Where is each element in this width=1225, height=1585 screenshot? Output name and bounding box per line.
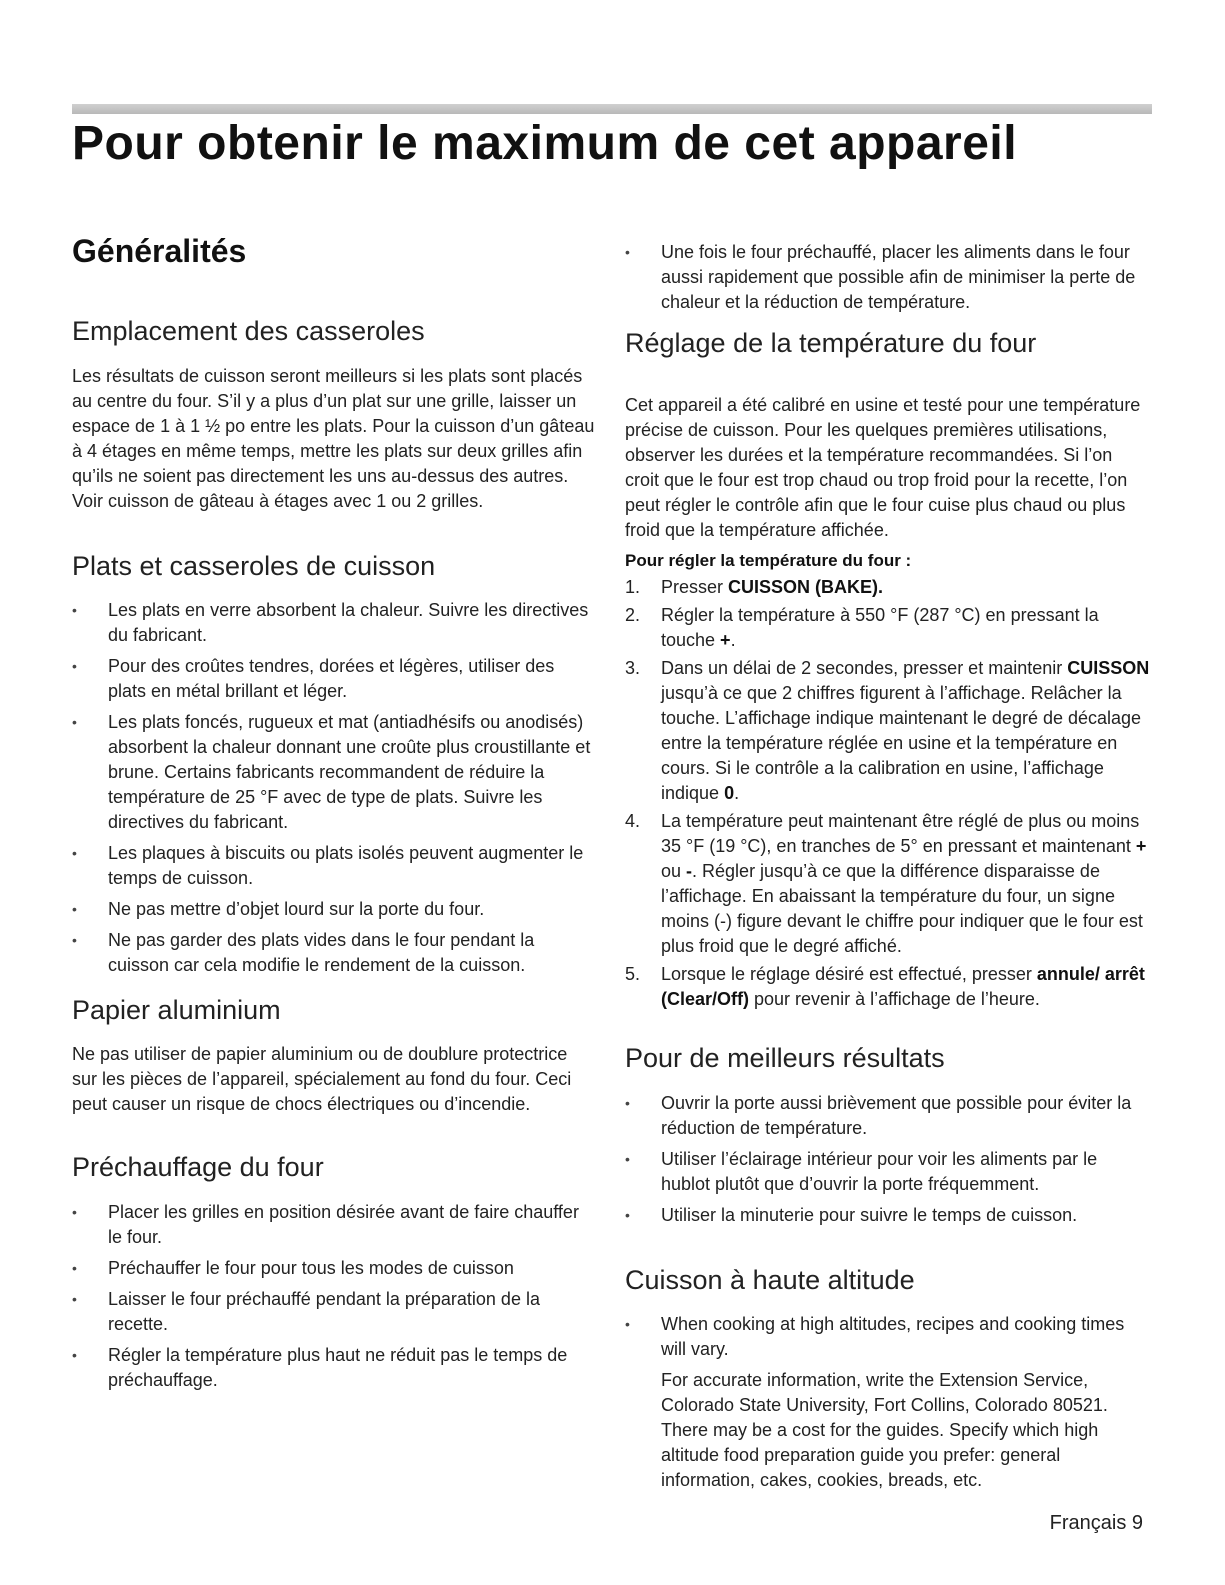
step-item <box>625 575 1150 600</box>
list-item: • Les plaques à biscuits ou plats isolés peuvent augmenter le temps de cuisson. <box>72 841 597 891</box>
subheading-plats: Plats et casseroles de cuisson <box>72 550 436 581</box>
plus-key-label: + <box>720 630 731 651</box>
list-item: • Régler la température plus haut ne réduit pas le temps de préchauffage. <box>72 1343 597 1393</box>
subheading-prechauffage: Préchauffage du four <box>72 1152 324 1183</box>
step-text: Régler la température à 550 °F (287 °C) en pressant la touche <box>661 605 1099 651</box>
list-altitude <box>625 1312 1150 1362</box>
list-meilleurs <box>625 1091 1150 1228</box>
list-item: • Une fois le four préchauffé, placer les aliments dans le four aussi rapidement que possible afin de minimiser la perte de chaleur et la réduction de température. <box>625 240 1150 315</box>
step-item <box>625 962 1150 1012</box>
subheading-meilleurs: Pour de meilleurs résultats <box>625 1043 945 1074</box>
steps-list <box>625 575 1150 1012</box>
step-number: 5. <box>625 964 641 985</box>
subheading-emplacement: Emplacement des casseroles <box>72 316 425 347</box>
list-item: • Les plats en verre absorbent la chaleur. Suivre les directives du fabricant. <box>72 598 597 648</box>
section-title-generalites: Généralités <box>72 233 247 269</box>
step-text: La température peut maintenant être réglé de plus ou moins 35 °F (19 °C), en tranches de 5° en pressant et maintenant <box>661 811 1140 857</box>
step-text: . <box>730 630 736 651</box>
step-number: 3. <box>625 658 641 679</box>
list-item: • Préchauffer le four pour tous les modes de cuisson <box>72 1256 597 1281</box>
paragraph-altitude: For accurate information, write the Extension Service, Colorado State University, Fort Collins, Colorado 80521. There may be a cost for the guides. Specify which high altitude food preparation guide you prefer: general information, cakes, cookies, breads, etc. <box>661 1370 1108 1491</box>
step-text: ou <box>661 861 687 882</box>
list-item: • When cooking at high altitudes, recipes and cooking times will vary. <box>625 1312 1150 1362</box>
step-number: 2. <box>625 605 641 626</box>
paragraph-papier: Ne pas utiliser de papier aluminium ou de doublure protectrice sur les pièces de l’appareil, spécialement au fond du four. Ceci peut causer un risque de chocs électriques ou d’incendie. <box>72 1044 572 1115</box>
step-text: jusqu’à ce que 2 chiffres figurent à l’affichage. Relâcher la touche. L’affichage indique maintenant le degré de décalage entre la température réglée en usine et la température en cours. Si le contrôle a la calibration en usine, l’affichage indique <box>661 683 1142 804</box>
list-item: • Utiliser l’éclairage intérieur pour voir les aliments par le hublot plutôt que d’ouvrir la porte fréquemment. <box>625 1147 1150 1197</box>
plus-key-label: + <box>1135 836 1147 857</box>
list-item: • Ouvrir la porte aussi brièvement que possible pour éviter la réduction de température. <box>625 1091 1150 1141</box>
bake-key-label: CUISSON (BAKE). <box>728 577 884 598</box>
page-title: Pour obtenir le maximum de cet appareil <box>72 117 1018 170</box>
subheading-altitude: Cuisson à haute altitude <box>625 1264 915 1295</box>
step-item <box>625 603 1150 653</box>
page-number: Français 9 <box>1049 1512 1143 1534</box>
list-item: • Ne pas garder des plats vides dans le four pendant la cuisson car cela modifie le rendement de la cuisson. <box>72 928 597 978</box>
list-plats <box>72 598 597 978</box>
step-item <box>625 656 1150 806</box>
step-number: 1. <box>625 577 641 598</box>
step-text: . Régler jusqu’à ce que la différence disparaisse de l’affichage. En abaissant la température du four, un signe moins (-) figure devant le chiffre pour indiquer que le four est plus froid que le degré affiché. <box>661 861 1143 957</box>
list-item: • Les plats foncés, rugueux et mat (antiadhésifs ou anodisés) absorbent la chaleur donnant une croûte plus croustillante et brune. Certains fabricants recommandent de réduire la température de 25 °F avec de type de plats. Suivre les directives du fabricant. <box>72 710 597 835</box>
list-item: • Utiliser la minuterie pour suivre le temps de cuisson. <box>625 1203 1150 1228</box>
paragraph-emplacement: Les résultats de cuisson seront meilleurs si les plats sont placés au centre du four. S’il y a plus d’un plat sur une grille, laisser un espace de 1 à 1 ½ po entre les plats. Pour la cuisson d’un gâteau à 4 étages en même temps, mettre les plats sur deux grilles afin qu’ils ne soient pas directement les uns au-dessus des autres. Voir cuisson de gâteau à étages avec 1 ou 2 grilles. <box>72 365 595 511</box>
right-column <box>625 240 1150 1493</box>
step-text: . <box>734 783 740 804</box>
step-item <box>625 809 1150 959</box>
steps-lead: Pour régler la température du four : <box>625 551 912 571</box>
step-text: Dans un délai de 2 secondes, presser et maintenir <box>661 658 1068 679</box>
list-top <box>625 240 1150 315</box>
list-item: • Placer les grilles en position désirée avant de faire chauffer le four. <box>72 1200 597 1250</box>
paragraph-reglage: Cet appareil a été calibré en usine et testé pour une température précise de cuisson. Pour les quelques premières utilisations, observer les durées et la température recommandées. Si l’on croit que le four est trop chaud ou trop froid pour la recette, l’on peut régler le contrôle afin que le four cuise plus chaud ou plus froid que la température affichée. <box>625 395 1141 541</box>
header-rule <box>72 104 1152 114</box>
subheading-papier: Papier aluminium <box>72 994 281 1025</box>
step-number: 4. <box>625 811 641 832</box>
list-item: • Pour des croûtes tendres, dorées et légères, utiliser des plats en métal brillant et léger. <box>72 654 597 704</box>
subheading-reglage: Réglage de la température du four <box>625 328 1037 358</box>
list-item: • Laisser le four préchauffé pendant la préparation de la recette. <box>72 1287 597 1337</box>
clear-off-key-label: annule/ arrêt (Clear/Off) <box>661 964 1145 1010</box>
step-text: Lorsque le réglage désiré est effectué, presser <box>661 964 1037 985</box>
left-column <box>72 234 597 1409</box>
step-text: Presser <box>661 577 729 598</box>
list-item: • Ne pas mettre d’objet lourd sur la porte du four. <box>72 897 597 922</box>
step-text: pour revenir à l’affichage de l’heure. <box>749 989 1040 1010</box>
list-prechauffage <box>72 1200 597 1393</box>
minus-key-label: - <box>686 861 693 882</box>
zero-value: 0 <box>724 783 735 804</box>
cuisson-key-label: CUISSON <box>1067 658 1150 679</box>
